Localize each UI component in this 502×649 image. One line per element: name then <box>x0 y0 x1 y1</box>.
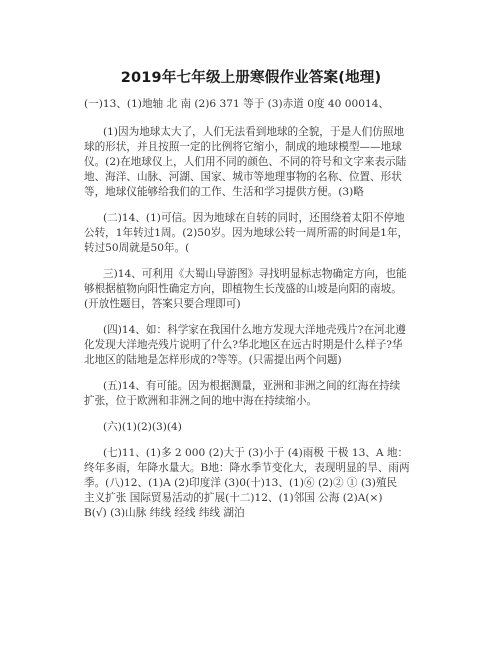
text-line: 够根据植物向阳性确定方向，即植物生长茂盛的山坡是向阳的南坡。 <box>84 283 402 295</box>
text-line: 球的形状，并且按照一定的比例将它缩小，制成的地球模型——地球 <box>84 141 402 153</box>
text-line: 扩张，位于欧洲和非洲之间的地中海在持续缩小。 <box>84 395 318 407</box>
text-line: 北地区的陆地是怎样形成的?等等。(只需提出两个问题) <box>84 354 342 366</box>
text-line: (七)11、(1)多 2 000 (2)大于 (3)小于 (4)雨极 干极 13、A 地： <box>103 447 409 459</box>
document-title: 2019年七年级上册寒假作业答案(地理) <box>120 70 382 86</box>
text-line: (一)13、(1)地轴 北 南 (2)6 371 等于 (3)赤道 0度 40 00014、 <box>84 98 390 110</box>
text-line: 公转，1年转过1周。(2)50岁。因为地球公转一周所需的时间是1年， <box>84 227 409 239</box>
text-line: (开放性题目，答案只要合理即可) <box>84 298 241 310</box>
text-line: (五)14、有可能。因为根据测量，亚洲和非洲之间的红海在持续 <box>103 380 401 392</box>
text-line: (四)14、如：科学家在我国什么地方发现大洋地壳残片?在河北遵 <box>103 324 406 336</box>
text-line: 季。(八)12、(1)A (2)印度洋 (3)0(十)13、(1)⑥ (2)② ① (3)殖民 <box>84 477 398 489</box>
text-line: 仪。(2)在地球仪上，人们用不同的颜色、不同的符号和文字来表示陆 <box>84 156 407 168</box>
text-line: (二)14、(1)可信。因为地球在自转的同时，还围绕着太阳不停地 <box>103 212 405 224</box>
text-line: 三)14、可利用《大蜀山导游图》寻找明显标志物确定方向，也能 <box>103 268 407 280</box>
text-line: (六)(1)(2)(3)(4) <box>103 421 182 433</box>
text-line: B(√) (3)山脉 纬线 经线 纬线 湖泊 <box>84 507 245 519</box>
text-line: 地、海洋、山脉、河湖、国家、城市等地理事物的名称、位置、形状 <box>84 171 402 183</box>
text-line: 化发现大洋地壳残片说明了什么?华北地区在远古时期是什么样子?华 <box>84 339 403 351</box>
text-line: (1)因为地球太大了，人们无法看到地球的全貌，于是人们仿照地 <box>103 126 405 138</box>
text-line: 等，地球仪能够给我们的工作、生活和学习提供方便。(3)略 <box>84 186 364 198</box>
text-line: 转过50周就是50年。( <box>84 242 190 254</box>
text-line: 终年多雨，年降水量大。B地：降水季节变化大，表现明显的旱、雨两 <box>84 462 410 474</box>
text-line: 主义扩张 国际贸易活动的扩展(十二)12、(1)邻国 公海 (2)A(×) <box>84 492 383 504</box>
